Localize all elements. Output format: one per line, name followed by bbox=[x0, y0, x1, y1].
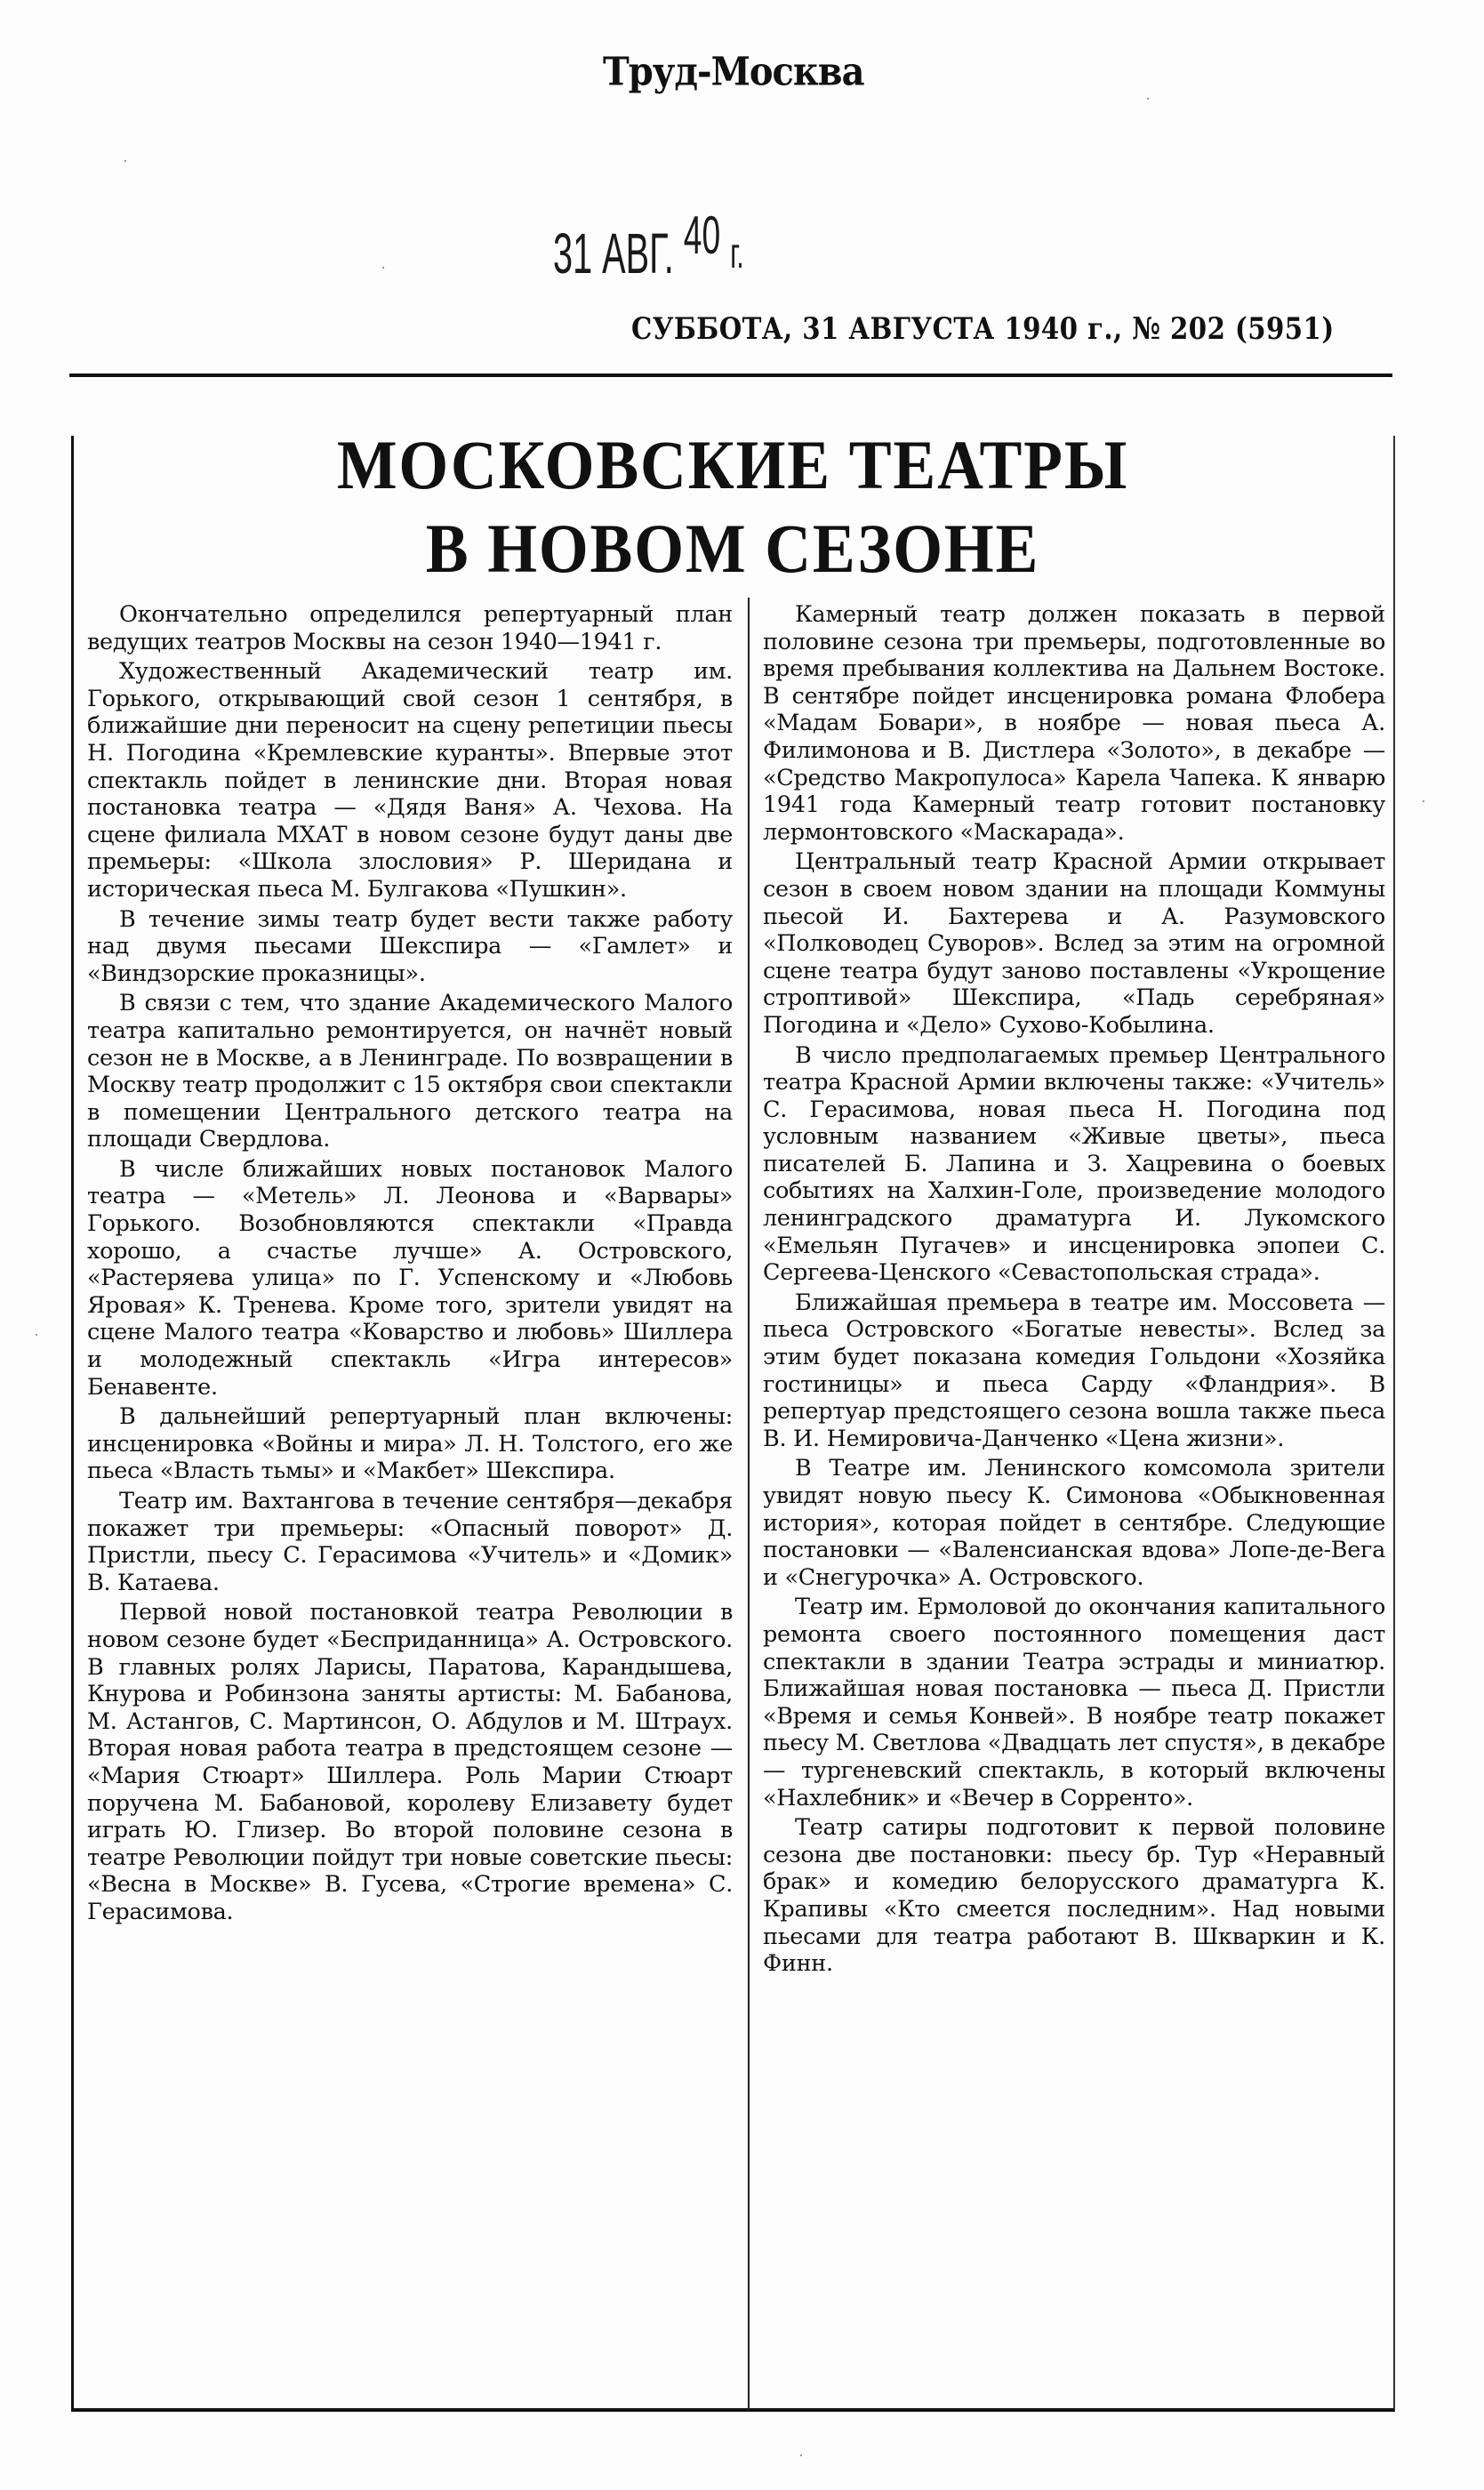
paragraph: В число предполагаемых премьер Центрального театра Красной Армии включены также: «Учитель» С. Герасимова, новая пьеса Н. Погодина под условным названием «Живые цветы», пьеса писателей Б. Лапина и З. Хацревина о боевых событиях на Халхин-Голе, произведение молодого ленинградского драматурга И. Лукомского «Емельян Пугачев» и инсценировка эпопеи С. Сергеева-Ценского «Севастопольская страда». bbox=[763, 1041, 1385, 1287]
headline-line-2: В НОВОМ СЕЗОНЕ bbox=[425, 510, 1040, 587]
article-column-left bbox=[87, 601, 733, 1929]
top-rule-divider bbox=[69, 374, 1392, 377]
paragraph: Первой новой постановкой театра Революции в новом сезоне будет «Бесприданница» А. Островского. В главных ролях Ларисы, Паратова, Карандышева, Кнурова и Робинзона заняты артисты: М. Бабанова, М. Астангов, С. Мартинсон, О. Абдулов и М. Штраух. Вторая новая работа театра в предстоящем сезоне — «Мария Стюарт» Шиллера. Роль Марии Стюарт поручена М. Бабановой, королеву Елизавету будет играть Ю. Глизер. Во второй половине сезона в театре Революции пойдут три новые советские пьесы: «Весна в Москве» В. Гусева, «Строгие времена» С. Герасимова. bbox=[87, 1599, 733, 1925]
stamp-month: АВГ. bbox=[602, 221, 674, 285]
issue-dateline: СУББОТА, 31 АВГУСТА 1940 г., № 202 (5951) bbox=[631, 311, 1335, 347]
scan-speck bbox=[1147, 98, 1149, 100]
paragraph: Ближайшая премьера в театре им. Моссовета — пьеса Островского «Богатые невесты». Вслед за этим будет показана комедия Гольдони «Хозяйка гостиницы» и пьеса Сарду «Фландрия». В репертуар предстоящего сезона вошла также пьеса В. И. Немировича-Данченко «Цена жизни». bbox=[763, 1289, 1385, 1452]
paragraph: Камерный театр должен показать в первой половине сезона три премьеры, подготовленные во время пребывания коллектива на Дальнем Востоке. В сентябре пойдет инсценировка романа Флобера «Мадам Бовари», в ноябре — новая пьеса А. Филимонова и В. Дистлера «Золото», в декабре — «Средство Макропулоса» Карела Чапека. К январю 1941 года Камерный театр готовит постановку лермонтовского «Маскарада». bbox=[763, 601, 1385, 846]
stamp-suffix: г. bbox=[730, 230, 744, 277]
paragraph: Театр им. Вахтангова в течение сентября—декабря покажет три премьеры: «Опасный поворот» Д. Пристли, пьесу С. Герасимова «Учитель» и «Домик» В. Катаева. bbox=[87, 1488, 733, 1596]
paragraph: Художественный Академический театр им. Горького, открывающий свой сезон 1 сентября, в ближайшие дни переносит на сцену репетиции пьесы Н. Погодина «Кремлевские куранты». Впервые этот спектакль пойдет в ленинские дни. Вторая новая постановка театра — «Дядя Ваня» А. Чехова. На сцене филиала МХАТ в новом сезоне будут даны две премьеры: «Школа злословия» Р. Шеридана и историческая пьеса М. Булгакова «Пушкин». bbox=[87, 658, 733, 903]
paragraph: Театр сатиры подготовит к первой половине сезона две постановки: пьесу бр. Тур «Неравный брак» и комедию белорусского драматурга К. Крапивы «Кто смеется последним». Над новыми пьесами для театра работают В. Шкваркин и К. Финн. bbox=[763, 1814, 1385, 1978]
scan-speck bbox=[124, 160, 126, 162]
scan-speck bbox=[1423, 800, 1424, 802]
scan-speck bbox=[36, 1334, 37, 1336]
scan-speck bbox=[382, 267, 384, 269]
column-divider bbox=[748, 598, 750, 2410]
paragraph: В связи с тем, что здание Академического Малого театра капитально ремонтируется, он начнёт новый сезон не в Москве, а в Ленинграде. По возвращении в Москву театр продолжит с 15 октября свои спектакли в помещении Центрального детского театра на площади Свердлова. bbox=[87, 990, 733, 1153]
headline-line-1: МОСКОВСКИЕ ТЕАТРЫ bbox=[336, 426, 1129, 503]
date-stamp bbox=[553, 205, 744, 286]
paragraph: В Театре им. Ленинского комсомола зрители увидят новую пьесу К. Симонова «Обыкновенная история», которая пойдет в сентябре. Следующие постановки — «Валенсианская вдова» Лопе-де-Вега и «Снегурочка» А. Островского. bbox=[763, 1455, 1385, 1591]
paragraph: Окончательно определился репертуарный план ведущих театров Москвы на сезон 1940—1941 г. bbox=[87, 601, 733, 655]
paragraph: Центральный театр Красной Армии открывает сезон в своем новом здании на площади Коммуны пьесой И. Бахтерева и А. Разумовского «Полководец Суворов». Вслед за этим на огромной сцене театра будут заново поставлены «Укрощение строптивой» Шекспира, «Падь серебряная» Погодина и «Дело» Сухово-Кобылина. bbox=[763, 848, 1385, 1039]
paragraph: В течение зимы театр будет вести также работу над двумя пьесами Шекспира — «Гамлет» и «Виндзорские проказницы». bbox=[87, 905, 733, 987]
scan-speck bbox=[800, 2454, 802, 2456]
newspaper-source-label: Труд-Москва bbox=[603, 49, 864, 95]
paragraph: В числе ближайших новых постановок Малого театра — «Метель» Л. Леонова и «Варвары» Горького. Возобновляются спектакли «Правда хорошо, а счастье лучше» А. Островского, «Растеряева улица» по Г. Успенскому и «Любовь Яровая» К. Тренева. Кроме того, зрители увидят на сцене Малого театра «Коварство и любовь» Шиллера и молодежный спектакль «Игра интересов» Бенавенте. bbox=[87, 1155, 733, 1401]
article-column-right bbox=[763, 601, 1385, 1980]
stamp-day: 31 bbox=[553, 221, 593, 285]
paragraph: Театр им. Ермоловой до окончания капитального ремонта своего постоянного помещения даст спектакли в здании Театра эстрады и миниатюр. Ближайшая новая постановка — пьеса Д. Пристли «Время и семья Конвей». В ноябре театр покажет пьесу М. Светлова «Двадцать лет спустя», в декабре — тургеневский спектакль, в который включены «Нахлебник» и «Вечер в Сорренто». bbox=[763, 1594, 1385, 1811]
stamp-year: 40 bbox=[683, 205, 721, 265]
paragraph: В дальнейший репертуарный план включены: инсценировка «Войны и мира» Л. Н. Толстого, его же пьеса «Власть тьмы» и «Макбет» Шекспира. bbox=[87, 1403, 733, 1485]
